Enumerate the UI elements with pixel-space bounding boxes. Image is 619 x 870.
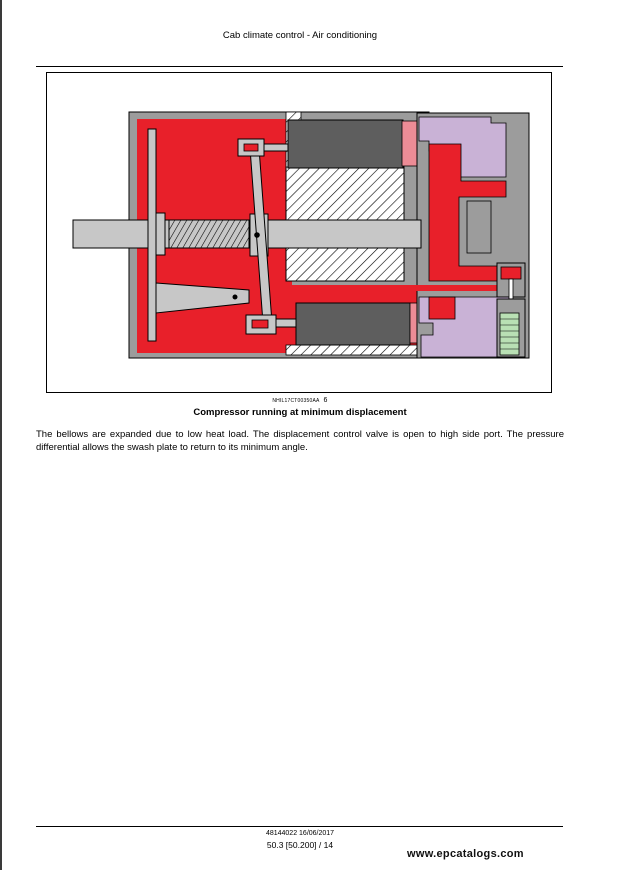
header-divider	[36, 66, 563, 67]
footer-divider	[36, 826, 563, 827]
control-valve-high-side-port	[501, 267, 521, 279]
page-header-title: Cab climate control - Air conditioning	[222, 30, 378, 41]
upper-connecting-rod	[264, 144, 288, 151]
control-valve-stem	[509, 279, 513, 299]
upper-pressure-chamber	[402, 121, 419, 166]
lever-pivot	[233, 295, 238, 300]
control-passage	[289, 285, 499, 291]
shaft-thread	[169, 220, 249, 248]
footer-page-number: 50.3 [50.200] / 14	[266, 840, 334, 850]
upper-shoe-slot	[244, 144, 258, 151]
footer-doc-code: 48144022 16/06/2017	[265, 830, 335, 837]
figure-id	[0, 397, 600, 404]
watermark-link[interactable]: www.epcatalogs.com	[407, 848, 524, 860]
shaft-collar	[156, 213, 165, 255]
compressor-diagram	[47, 73, 550, 391]
lower-piston	[296, 303, 410, 345]
figure-frame	[46, 72, 552, 393]
upper-piston	[288, 120, 403, 168]
cylinder-block-bottom	[286, 345, 420, 355]
lower-discharge-cavity	[429, 297, 455, 319]
page-left-border	[0, 0, 2, 870]
figure-code: NHIL17CT00350AA	[272, 398, 320, 404]
figure-number: 6	[323, 397, 328, 404]
swash-plate-pivot	[254, 232, 260, 238]
lower-connecting-rod	[276, 319, 296, 327]
discharge-cavity	[467, 201, 491, 253]
figure-caption: Compressor running at minimum displacement	[193, 407, 407, 418]
lower-shoe-slot	[252, 320, 268, 328]
drive-plate	[148, 129, 156, 341]
body-paragraph: The bellows are expanded due to low heat load. The displacement control valve is open to high side port. The pressure differential allows the swash plate to return to its minimum angle.	[36, 429, 564, 453]
